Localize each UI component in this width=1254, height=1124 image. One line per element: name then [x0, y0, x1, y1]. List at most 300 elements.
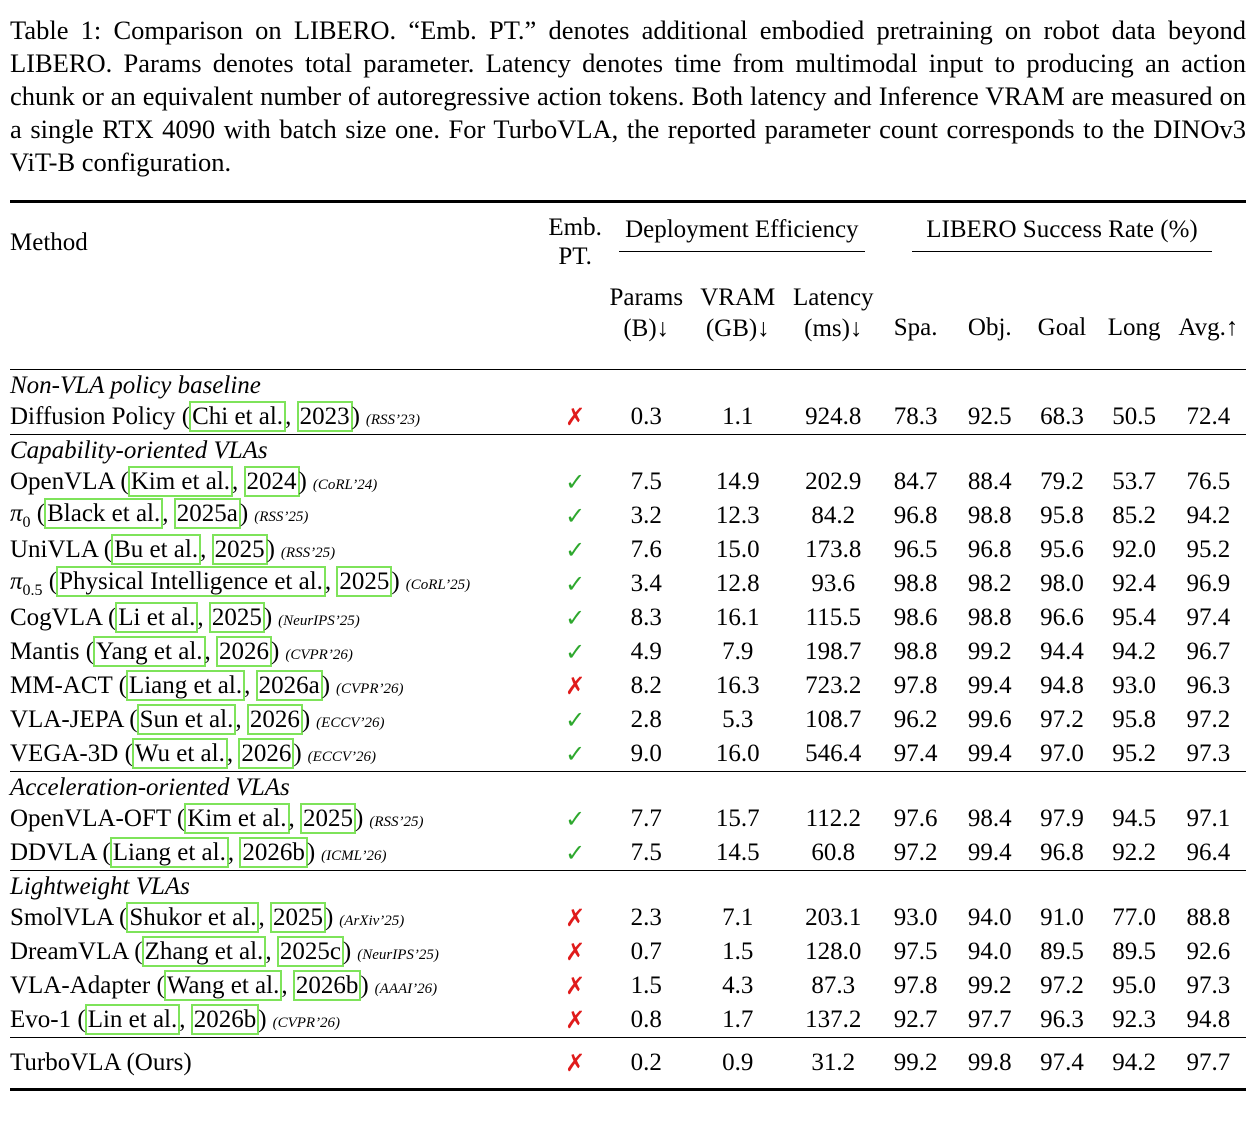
obj-cell: 97.7 — [967, 1006, 1012, 1033]
spa-cell: 97.4 — [893, 740, 938, 767]
params-cell: 4.9 — [630, 638, 662, 665]
group-header-row — [10, 435, 1246, 466]
vram-cell: 15.7 — [715, 805, 760, 832]
method-cell: Evo-1 (Lin et al., 2026b) (CVPR’26) — [10, 1006, 341, 1033]
latency-cell: 723.2 — [805, 672, 862, 699]
citation-author-link[interactable]: Yang et al. — [93, 636, 205, 667]
avg-cell: 96.3 — [1186, 672, 1231, 699]
table-row — [10, 836, 1246, 871]
latency-cell: 87.3 — [811, 972, 856, 999]
latency-cell: 31.2 — [811, 1049, 856, 1076]
spa-cell: 98.8 — [893, 638, 938, 665]
venue-label: (RSS’25) — [369, 814, 424, 830]
avg-cell: 72.4 — [1186, 403, 1231, 430]
emb-pt-cell — [545, 635, 606, 669]
citation-year-link[interactable]: 2025 — [270, 902, 326, 933]
method-cell: MM-ACT (Liang et al., 2026a) (CVPR’26) — [10, 672, 404, 699]
spa-cell: 93.0 — [893, 904, 938, 931]
long-cell: 95.4 — [1112, 604, 1156, 631]
group-label-non-vla: Non-VLA policy baseline — [10, 372, 261, 399]
cross-icon: ✗ — [565, 1005, 586, 1034]
check-icon: ✓ — [565, 603, 586, 632]
latency-cell: 198.7 — [805, 638, 862, 665]
params-cell: 7.5 — [630, 468, 662, 495]
table-row — [10, 567, 1246, 601]
long-cell: 50.5 — [1112, 403, 1156, 430]
method-name: CogVLA — [10, 604, 102, 631]
method-cell: SmolVLA (Shukor et al., 2025) (ArXiv’25) — [10, 904, 405, 931]
latency-cell: 93.6 — [811, 570, 856, 597]
emb-pt-cell — [545, 836, 606, 871]
venue-label: (ICML’26) — [321, 848, 387, 864]
citation-year-link[interactable]: 2025 — [209, 602, 265, 633]
method-name: VEGA-3D — [10, 740, 119, 767]
spa-cell: 99.2 — [893, 1049, 938, 1076]
vram-cell: 15.0 — [715, 536, 760, 563]
citation-year-link[interactable]: 2025a — [174, 498, 241, 529]
vram-cell: 16.3 — [715, 672, 760, 699]
libero-group-label: LIBERO Success Rate (%) — [912, 216, 1211, 252]
group-label-capability: Capability-oriented VLAs — [10, 437, 268, 464]
method-cell: VEGA-3D (Wu et al., 2026) (ECCV’26) — [10, 740, 376, 767]
vram-cell: 1.5 — [722, 938, 754, 965]
latency-cell: 203.1 — [805, 904, 862, 931]
cross-icon: ✗ — [565, 903, 586, 932]
header-libero-group — [878, 202, 1246, 258]
group-label-acceleration: Acceleration-oriented VLAs — [10, 774, 290, 801]
method-subscript: 0 — [22, 514, 31, 531]
vram-cell: 7.9 — [722, 638, 754, 665]
method-cell: $\pi_{0.5}$ (Physical Intelligence et al., 2025) (CoRL’25) — [10, 568, 471, 599]
citation-year-link[interactable]: 2026b — [293, 970, 362, 1001]
citation-author-link[interactable]: Liang et al. — [110, 837, 229, 868]
method-name: Mantis — [10, 638, 80, 665]
venue-label: (NeurIPS’25) — [278, 613, 360, 629]
venue-label: (ECCV’26) — [316, 715, 385, 731]
venue-label: (RSS’25) — [254, 509, 309, 525]
method-cell: $\pi_0$ (Black et al., 2025a) (RSS’25) — [10, 500, 309, 531]
method-name: π — [10, 500, 23, 527]
emb-pt-cell — [545, 601, 606, 635]
table-row — [10, 703, 1246, 737]
spa-cell: 96.8 — [893, 502, 938, 529]
obj-cell: 96.8 — [967, 536, 1012, 563]
long-cell: 93.0 — [1112, 672, 1156, 699]
long-cell: 92.0 — [1112, 536, 1156, 563]
vram-cell: 1.7 — [722, 1006, 754, 1033]
avg-cell: 97.3 — [1186, 972, 1231, 999]
avg-cell: 95.2 — [1186, 536, 1231, 563]
method-name: DreamVLA — [10, 938, 129, 965]
header-method: Method — [10, 229, 88, 256]
vram-cell: 16.1 — [715, 604, 760, 631]
table-row — [10, 669, 1246, 703]
header-latency-line2: (ms)↓ — [804, 315, 863, 342]
citation-author-link[interactable]: Liang et al. — [126, 670, 245, 701]
vram-cell: 14.9 — [715, 468, 760, 495]
params-cell: 2.8 — [630, 706, 662, 733]
table-row — [10, 465, 1246, 499]
vram-cell: 12.8 — [715, 570, 760, 597]
method-name: VLA-JEPA — [10, 706, 123, 733]
goal-cell: 97.2 — [1040, 706, 1084, 733]
vram-cell: 14.5 — [715, 839, 760, 866]
header-long: Long — [1107, 314, 1161, 341]
vram-cell: 7.1 — [722, 904, 754, 931]
params-cell: 7.5 — [630, 839, 662, 866]
spa-cell: 98.8 — [893, 570, 938, 597]
cross-icon: ✗ — [565, 937, 586, 966]
params-cell: 9.0 — [630, 740, 662, 767]
goal-cell: 97.4 — [1040, 1049, 1084, 1076]
method-cell: VLA-JEPA (Sun et al., 2026) (ECCV’26) — [10, 706, 385, 733]
citation-author-link[interactable]: Li et al. — [115, 602, 198, 633]
method-cell: Mantis (Yang et al., 2026) (CVPR’26) — [10, 638, 353, 665]
obj-cell: 94.0 — [967, 904, 1012, 931]
obj-cell: 99.4 — [967, 672, 1012, 699]
goal-cell: 89.5 — [1040, 938, 1084, 965]
cross-icon: ✗ — [565, 1048, 586, 1077]
avg-cell: 88.8 — [1186, 904, 1231, 931]
goal-cell: 97.9 — [1040, 805, 1084, 832]
group-header-row — [10, 871, 1246, 902]
long-cell: 94.5 — [1112, 805, 1156, 832]
spa-cell: 78.3 — [893, 403, 938, 430]
check-icon: ✓ — [565, 804, 586, 833]
table-row — [10, 601, 1246, 635]
spa-cell: 84.7 — [893, 468, 938, 495]
method-name: TurboVLA (Ours) — [10, 1049, 192, 1076]
table-row — [10, 400, 1246, 435]
latency-cell: 924.8 — [805, 403, 862, 430]
latency-cell: 84.2 — [811, 502, 856, 529]
long-cell: 89.5 — [1112, 938, 1156, 965]
params-cell: 3.4 — [630, 570, 662, 597]
emb-pt-cell — [545, 400, 606, 435]
method-name: Evo-1 — [10, 1006, 72, 1033]
header-vram-line2: (GB)↓ — [705, 315, 770, 342]
method-cell: OpenVLA (Kim et al., 2024) (CoRL’24) — [10, 468, 378, 495]
method-cell: DDVLA (Liang et al., 2026b) (ICML’26) — [10, 839, 387, 866]
obj-cell: 88.4 — [967, 468, 1012, 495]
latency-cell: 202.9 — [805, 468, 862, 495]
avg-cell: 97.4 — [1186, 604, 1231, 631]
venue-label: (ECCV’26) — [307, 749, 376, 765]
deployment-group-label: Deployment Efficiency — [619, 216, 864, 252]
header-row-1 — [10, 202, 1246, 258]
citation-year-link[interactable]: 2026 — [247, 704, 303, 735]
params-cell: 7.7 — [630, 805, 662, 832]
goal-cell: 96.3 — [1040, 1006, 1084, 1033]
obj-cell: 98.8 — [967, 502, 1012, 529]
params-cell: 2.3 — [630, 904, 662, 931]
goal-cell: 79.2 — [1040, 468, 1084, 495]
header-obj: Obj. — [967, 314, 1012, 341]
table-row-ours — [10, 1038, 1246, 1090]
avg-cell: 94.8 — [1186, 1006, 1231, 1033]
method-name: VLA-Adapter — [10, 972, 151, 999]
check-icon: ✓ — [565, 739, 586, 768]
header-params — [606, 257, 687, 370]
citation-author-link[interactable]: Black et al. — [44, 498, 163, 529]
citation-year-link[interactable]: 2026 — [238, 738, 294, 769]
vram-cell: 12.3 — [715, 502, 760, 529]
avg-cell: 96.7 — [1186, 638, 1231, 665]
long-cell: 92.3 — [1112, 1006, 1156, 1033]
goal-cell: 97.0 — [1040, 740, 1084, 767]
table-row — [10, 737, 1246, 772]
header-goal: Goal — [1037, 314, 1087, 341]
venue-label: (CVPR’26) — [272, 1015, 341, 1031]
citation-year-link[interactable]: 2025 — [300, 803, 356, 834]
citation-author-link[interactable]: Wang et al. — [164, 970, 283, 1001]
method-name: π — [10, 568, 23, 595]
table-row — [10, 1003, 1246, 1038]
long-cell: 95.8 — [1112, 706, 1156, 733]
avg-cell: 92.6 — [1186, 938, 1231, 965]
spa-cell: 96.2 — [893, 706, 938, 733]
cross-icon: ✗ — [565, 671, 586, 700]
obj-cell: 92.5 — [967, 403, 1012, 430]
table-row — [10, 935, 1246, 969]
header-params-line1: Params — [609, 284, 684, 311]
emb-pt-cell — [545, 669, 606, 703]
header-params-line2: (B)↓ — [623, 315, 670, 342]
table-row — [10, 901, 1246, 935]
citation-year-link[interactable]: 2026b — [191, 1004, 260, 1035]
obj-cell: 98.2 — [967, 570, 1012, 597]
citation-author-link[interactable]: Kim et al. — [128, 466, 233, 497]
params-cell: 1.5 — [630, 972, 662, 999]
emb-pt-cell — [545, 703, 606, 737]
avg-cell: 76.5 — [1186, 468, 1231, 495]
latency-cell: 173.8 — [805, 536, 862, 563]
emb-pt-cell — [545, 567, 606, 601]
method-name: OpenVLA-OFT — [10, 805, 171, 832]
group-header-row — [10, 370, 1246, 401]
method-subscript: 0.5 — [22, 582, 43, 599]
latency-cell: 60.8 — [811, 839, 856, 866]
goal-cell: 91.0 — [1040, 904, 1084, 931]
obj-cell: 99.2 — [967, 638, 1012, 665]
emb-pt-cell — [545, 533, 606, 567]
group-header-row — [10, 772, 1246, 803]
venue-label: (RSS’23) — [365, 412, 421, 428]
method-name: UniVLA — [10, 536, 98, 563]
vram-cell: 5.3 — [722, 706, 754, 733]
check-icon: ✓ — [565, 467, 586, 496]
goal-cell: 94.8 — [1040, 672, 1084, 699]
vram-cell: 4.3 — [722, 972, 754, 999]
obj-cell: 99.4 — [967, 839, 1012, 866]
header-emb-pt-line1: Emb. — [548, 214, 602, 241]
params-cell: 8.3 — [630, 604, 662, 631]
long-cell: 92.2 — [1112, 839, 1156, 866]
method-cell: DreamVLA (Zhang et al., 2025c) (NeurIPS’25) — [10, 938, 439, 965]
check-icon: ✓ — [565, 569, 586, 598]
vram-cell: 1.1 — [722, 403, 754, 430]
long-cell: 77.0 — [1112, 904, 1156, 931]
latency-cell: 108.7 — [805, 706, 862, 733]
method-cell: CogVLA (Li et al., 2025) (NeurIPS’25) — [10, 604, 360, 631]
check-icon: ✓ — [565, 535, 586, 564]
citation-author-link[interactable]: Zhang et al. — [142, 936, 267, 967]
obj-cell: 99.8 — [967, 1049, 1012, 1076]
avg-cell: 94.2 — [1186, 502, 1231, 529]
params-cell: 0.8 — [630, 1006, 662, 1033]
latency-cell: 546.4 — [805, 740, 862, 767]
params-cell: 0.3 — [630, 403, 662, 430]
citation-author-link[interactable]: Wu et al. — [132, 738, 228, 769]
spa-cell: 97.2 — [893, 839, 938, 866]
obj-cell: 99.4 — [967, 740, 1012, 767]
header-vram-line1: VRAM — [700, 284, 776, 311]
citation-author-link[interactable]: Physical Intelligence et al. — [56, 566, 326, 597]
method-cell: OpenVLA-OFT (Kim et al., 2025) (RSS’25) — [10, 805, 424, 832]
spa-cell: 97.8 — [893, 672, 938, 699]
vram-cell: 0.9 — [722, 1049, 754, 1076]
long-cell: 85.2 — [1112, 502, 1156, 529]
params-cell: 0.7 — [630, 938, 662, 965]
method-cell — [10, 1038, 545, 1090]
goal-cell: 97.2 — [1040, 972, 1084, 999]
goal-cell: 95.8 — [1040, 502, 1084, 529]
citation-year-link[interactable]: 2023 — [297, 401, 353, 432]
obj-cell: 99.2 — [967, 972, 1012, 999]
citation-year-link[interactable]: 2026a — [256, 670, 323, 701]
citation-year-link[interactable]: 2025c — [277, 936, 344, 967]
header-emb-pt — [545, 202, 606, 370]
header-latency — [789, 257, 878, 370]
citation-year-link[interactable]: 2026 — [216, 636, 272, 667]
params-cell: 0.2 — [630, 1049, 662, 1076]
method-name: MM-ACT — [10, 672, 113, 699]
table-row — [10, 635, 1246, 669]
params-cell: 7.6 — [630, 536, 662, 563]
method-name: SmolVLA — [10, 904, 113, 931]
spa-cell: 98.6 — [893, 604, 938, 631]
table-row — [10, 499, 1246, 533]
spa-cell: 97.6 — [893, 805, 938, 832]
emb-pt-cell — [545, 901, 606, 935]
spa-cell: 97.8 — [893, 972, 938, 999]
table-row — [10, 802, 1246, 836]
emb-pt-cell — [545, 499, 606, 533]
method-cell: UniVLA (Bu et al., 2025) (RSS’25) — [10, 536, 336, 563]
long-cell: 94.2 — [1112, 638, 1156, 665]
check-icon: ✓ — [565, 838, 586, 867]
vram-cell: 16.0 — [715, 740, 760, 767]
header-spa: Spa. — [893, 314, 938, 341]
goal-cell: 96.6 — [1040, 604, 1084, 631]
goal-cell: 96.8 — [1040, 839, 1084, 866]
spa-cell: 92.7 — [893, 1006, 938, 1033]
cross-icon: ✗ — [565, 971, 586, 1000]
venue-label: (ArXiv’25) — [339, 913, 405, 929]
venue-label: (CVPR’26) — [336, 681, 404, 697]
citation-year-link[interactable]: 2025 — [212, 534, 268, 565]
emb-pt-cell — [545, 802, 606, 836]
citation-year-link[interactable]: 2025 — [336, 566, 392, 597]
table-caption: Table 1: Comparison on LIBERO. “Emb. PT.” denotes additional embodied pretraining on robot data beyond LIBERO. Params denotes total parameter. Latency denotes time from multimodal input to producing an action chunk or an equivalent number of autoregressive action tokens. Both latency and Inference VRAM are measured on a single RTX 4090 with batch size one. For TurboVLA, the reported parameter count corresponds to the DINOv3 ViT-B configuration. — [10, 15, 1246, 177]
long-cell: 53.7 — [1112, 468, 1156, 495]
long-cell: 92.4 — [1112, 570, 1156, 597]
citation-year-link[interactable]: 2026b — [239, 837, 308, 868]
goal-cell: 98.0 — [1040, 570, 1084, 597]
long-cell: 95.2 — [1112, 740, 1156, 767]
avg-cell: 96.9 — [1186, 570, 1231, 597]
latency-cell: 112.2 — [805, 805, 861, 832]
params-cell: 3.2 — [630, 502, 662, 529]
venue-label: (CVPR’26) — [285, 647, 353, 663]
spa-cell: 96.5 — [893, 536, 938, 563]
latency-cell: 128.0 — [805, 938, 862, 965]
check-icon: ✓ — [565, 705, 586, 734]
venue-label: (NeurIPS’25) — [357, 947, 439, 963]
table-row — [10, 969, 1246, 1003]
obj-cell: 98.8 — [967, 604, 1012, 631]
goal-cell: 95.6 — [1040, 536, 1084, 563]
table-row — [10, 533, 1246, 567]
venue-label: (CoRL’25) — [405, 577, 471, 593]
comparison-table — [10, 200, 1246, 1091]
avg-cell: 97.1 — [1186, 805, 1231, 832]
method-name: Diffusion Policy — [10, 403, 176, 430]
header-deployment-group — [606, 202, 878, 258]
venue-label: (CoRL’24) — [312, 477, 378, 493]
emb-pt-cell — [545, 737, 606, 772]
citation-author-link[interactable]: Bu et al. — [111, 534, 201, 565]
citation-author-link[interactable]: Lin et al. — [85, 1004, 181, 1035]
citation-author-link[interactable]: Chi et al. — [189, 401, 286, 432]
method-name: DDVLA — [10, 839, 97, 866]
emb-pt-cell — [545, 935, 606, 969]
header-emb-pt-line2: PT. — [558, 243, 592, 270]
avg-cell: 97.2 — [1186, 706, 1231, 733]
check-icon: ✓ — [565, 501, 586, 530]
method-cell: VLA-Adapter (Wang et al., 2026b) (AAAI’26) — [10, 972, 438, 999]
long-cell: 94.2 — [1112, 1049, 1156, 1076]
obj-cell: 98.4 — [967, 805, 1012, 832]
emb-pt-cell — [545, 969, 606, 1003]
check-icon: ✓ — [565, 637, 586, 666]
goal-cell: 94.4 — [1040, 638, 1084, 665]
avg-cell: 97.7 — [1186, 1049, 1231, 1076]
method-cell: Diffusion Policy (Chi et al., 2023) (RSS’23) — [10, 403, 421, 430]
goal-cell: 68.3 — [1040, 403, 1084, 430]
header-latency-line1: Latency — [793, 284, 874, 311]
citation-author-link[interactable]: Shukor et al. — [126, 902, 259, 933]
obj-cell: 99.6 — [967, 706, 1012, 733]
method-name: OpenVLA — [10, 468, 115, 495]
spa-cell: 97.5 — [893, 938, 938, 965]
cross-icon: ✗ — [565, 402, 586, 431]
citation-year-link[interactable]: 2024 — [244, 466, 300, 497]
citation-author-link[interactable]: Sun et al. — [137, 704, 237, 735]
citation-author-link[interactable]: Kim et al. — [184, 803, 289, 834]
emb-pt-cell — [545, 1003, 606, 1038]
avg-cell: 97.3 — [1186, 740, 1231, 767]
group-label-lightweight: Lightweight VLAs — [10, 873, 190, 900]
latency-cell: 137.2 — [805, 1006, 862, 1033]
venue-label: (AAAI’26) — [374, 981, 438, 997]
params-cell: 8.2 — [630, 672, 662, 699]
venue-label: (RSS’25) — [280, 545, 336, 561]
long-cell: 95.0 — [1112, 972, 1156, 999]
obj-cell: 94.0 — [967, 938, 1012, 965]
header-avg: Avg.↑ — [1178, 314, 1239, 341]
avg-cell: 96.4 — [1186, 839, 1231, 866]
